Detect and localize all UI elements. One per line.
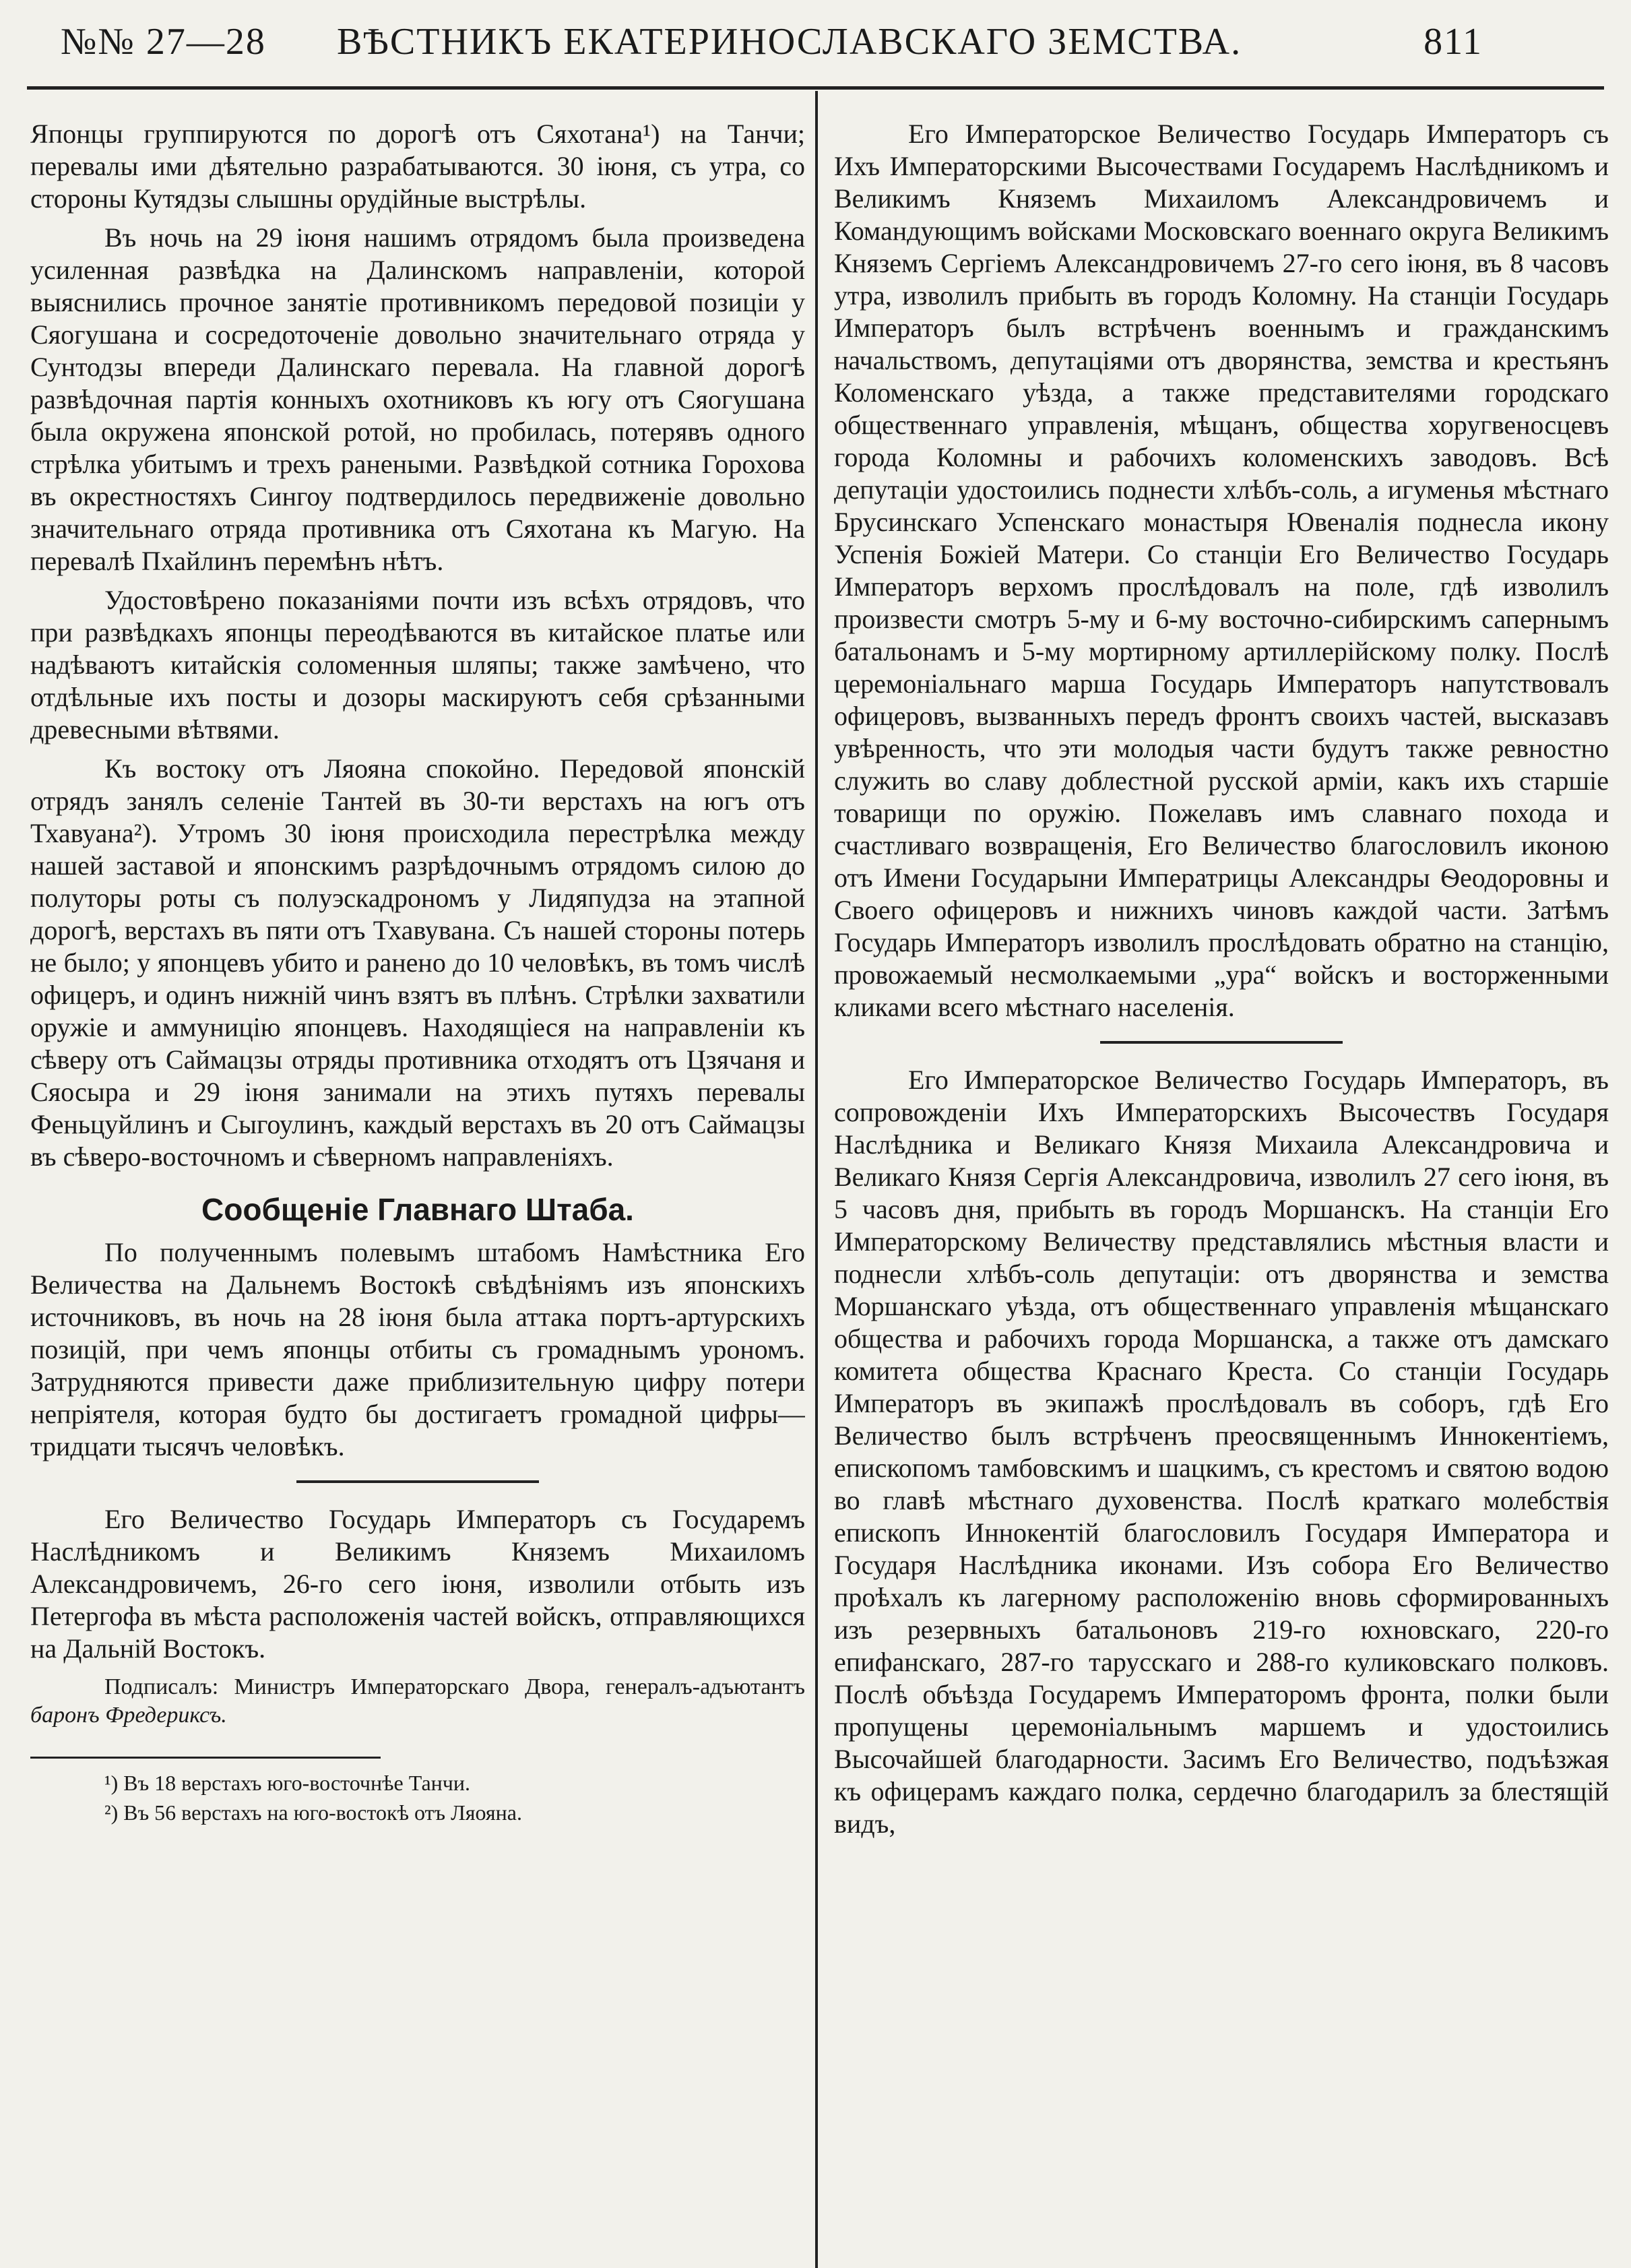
footnote: ²) Въ 56 верстахъ на юго-востокѣ отъ Ляояна. <box>104 1800 522 1825</box>
paragraph: Японцы группируются по дорогѣ отъ Сяхотана¹) на Танчи; перевалы ими дѣятельно разрабатываются. 30 іюня, съ утра, со стороны Кутядзы слышны орудійные выстрѣлы. <box>30 119 805 214</box>
column-divider <box>815 91 818 2268</box>
section-rule <box>1100 1041 1343 1044</box>
paragraph: Къ востоку отъ Ляояна спокойно. Передовой японскій отрядъ занялъ селеніе Тантей въ 30-ти верстахъ на югъ отъ Тхавуана²). Утромъ 30 іюня происходила перестрѣлка между нашей заставой и японскимъ разрѣдочнымъ отрядомъ силою до полуторы роты съ полуэскадрономъ у Лидяпудза на этапной дорогѣ, верстахъ въ пяти отъ Тхавувана. Съ нашей стороны потерь не было; у японцевъ убито и ранено до 10 человѣкъ, въ томъ числѣ офицеръ, и одинъ нижній чинъ взятъ въ плѣнъ. Стрѣлки захватили оружіе и аммуницію японцевъ. Находящіеся на направленіи къ сѣверу отъ Саймацзы отряды противника отходятъ отъ Цзячаня и Сяосыра и 29 іюня занимали на этихъ путяхъ перевалы Феньцуйлинъ и Сыгоулинъ, каждый верстахъ въ 20 отъ Саймацзы въ сѣверо-восточномъ и сѣверномъ направленіяхъ. <box>30 753 805 1172</box>
right-column <box>834 118 1609 2261</box>
page-header <box>61 20 1570 74</box>
signature-prefix: Подписалъ: Министръ Императорскаго Двора, генералъ-адъютантъ <box>104 1674 805 1699</box>
paragraph: По полученнымъ полевымъ штабомъ Намѣстника Его Величества на Дальнемъ Востокѣ свѣдѣніямъ изъ японскихъ источниковъ, въ ночь на 28 іюня была аттака портъ-артурскихъ позицій, при чемъ японцы отбиты съ громаднымъ урономъ. Затрудняются привести даже приблизительную цифру потери непріятеля, которая будто бы достигаетъ громадной цифры—тридцати тысячъ человѣкъ. <box>30 1237 805 1461</box>
section-rule <box>296 1480 539 1483</box>
issue-number: №№ 27—28 <box>61 21 266 63</box>
journal-title: ВѢСТНИКЪ ЕКАТЕРИНОСЛАВСКАГО ЗЕМСТВА. <box>337 21 1242 63</box>
footnote-rule <box>30 1757 381 1759</box>
page-number: 811 <box>1424 21 1483 63</box>
section-heading: Сообщеніе Главнаго Штаба. <box>201 1192 634 1227</box>
paragraph: Удостовѣрено показаніями почти изъ всѣхъ отрядовъ, что при развѣдкахъ японцы переодѣваются въ китайское платье или надѣваютъ китайскія соломенныя шляпы; также замѣчено, что отдѣльные ихъ посты и дозоры маскируютъ себя срѣзанными древесными вѣтвями. <box>30 585 805 745</box>
header-rule <box>27 86 1604 90</box>
footnote: ¹) Въ 18 верстахъ юго-восточнѣе Танчи. <box>104 1771 470 1795</box>
paragraph: Его Величество Государь Императоръ съ Государемъ Наслѣдникомъ и Великимъ Княземъ Михаиломъ Александровичемъ, 26-го сего іюня, изволили отбыть изъ Петергофа въ мѣста расположенія частей войскъ, отправляющихся на Дальній Востокъ. <box>30 1504 805 1664</box>
signatory-name: баронъ Фредериксъ. <box>30 1703 227 1728</box>
paragraph: Его Императорское Величество Государь Императоръ съ Ихъ Императорскими Высочествами Государемъ Наслѣдникомъ и Великимъ Княземъ Михаиломъ Александровичемъ и Командующимъ войсками Московскаго военнаго округа Великимъ Княземъ Сергіемъ Александровичемъ 27-го сего іюня, въ 8 часовъ утра, изволилъ прибыть въ городъ Коломну. На станціи Государь Императоръ былъ встрѣченъ военнымъ и гражданскимъ начальствомъ, депутаціями отъ дворянства, земства и крестьянъ Коломенскаго уѣзда, а также представителями городскаго общественнаго управленія, мѣщанъ, общества хоругвеносцевъ города Коломны и рабочихъ коломенскихъ заводовъ. Всѣ депутаціи удостоились поднести хлѣбъ-соль, а игуменья мѣстнаго Брусинскаго Успенскаго монастыря Ювеналія поднесла икону Успенія Божіей Матери. Со станціи Его Величество Государь Императоръ верхомъ прослѣдовалъ на поле, гдѣ изволилъ произвести смотръ 5-му и 6-му восточно-сибирскимъ сапернымъ батальонамъ и 5-му мортирному артиллерійскому полку. Послѣ церемоніальнаго марша Государь Императоръ напутствовалъ офицеровъ, вызванныхъ передъ фронтъ своихъ частей, высказавъ увѣренность, что эти молодыя части будутъ также ревностно служить во славу доблестной русской арміи, какъ ихъ старшіе товарищи по оружію. Пожелавъ имъ славнаго похода и счастливаго возвращенія, Его Величество благословилъ иконою отъ Имени Государыни Императрицы Александры Ѳеодоровны и Своего офицеровъ и нижнихъ чиновъ каждой части. Затѣмъ Государь Императоръ изволилъ прослѣдовать обратно на станцію, провожаемый несмолкаемыми „ура“ войскъ и восторженными кликами всего мѣстнаго населенія. <box>834 119 1609 1022</box>
paragraph: Въ ночь на 29 іюня нашимъ отрядомъ была произведена усиленная развѣдка на Далинскомъ направленіи, которой выяснились прочное занятіе противникомъ передовой позиціи у Сяогушана и сосредоточеніе довольно значительнаго отряда у Сунтодзы впереди Далинскаго перевала. На главной дорогѣ развѣдочная партія конныхъ охотниковъ къ югу отъ Сяогушана была окружена японской ротой, но пробилась, потерявъ одного стрѣлка убитымъ и трехъ ранеными. Развѣдкой сотника Горохова въ окрестностяхъ Сингоу подтвердилось передвиженіе довольно значительнаго отряда противника отъ Сяхотана къ Магую. На перевалѣ Пхайлинъ перемѣнъ нѣтъ. <box>30 222 805 576</box>
left-column <box>30 118 805 2254</box>
signature-line <box>30 1673 805 1730</box>
paragraph: Его Императорское Величество Государь Императоръ, въ сопровожденіи Ихъ Императорскихъ Высочествъ Государя Наслѣдника и Великаго Князя Михаила Александровича и Великаго Князя Сергія Александровича, изволилъ 27 сего іюня, въ 5 часовъ дня, прибыть въ городъ Моршанскъ. На станціи Его Императорскому Величеству представлялись мѣстныя власти и поднесли хлѣбъ-соль депутаціи: отъ дворянства и земства Моршанскаго уѣзда, отъ общественнаго управленія мѣщанскаго общества и рабочихъ города Моршанска, а также отъ дамскаго комитета общества Краснаго Креста. Со станціи Государь Императоръ въ экипажѣ прослѣдовалъ въ соборъ, гдѣ Его Величество былъ встрѣченъ преосвященнымъ Иннокентіемъ, епископомъ тамбовскимъ и шацкимъ, съ крестомъ и святою водою во главѣ мѣстнаго духовенства. Послѣ краткаго молебствія епископъ Иннокентій благословилъ Государя Императора и Государя Наслѣдника иконами. Изъ собора Его Величество проѣхалъ къ лагерному расположенію вновь сформированныхъ изъ резервныхъ батальоновъ 219-го юхновскаго, 220-го епифанскаго, 287-го тарусскаго и 288-го куликовскаго полковъ. Послѣ объѣзда Государемъ Императоромъ фронта, полки были пропущены церемоніальнымъ маршемъ и удостоились Высочайшей благодарности. Засимъ Его Величество, подъѣзжая къ офицерамъ каждаго полка, сердечно благодарилъ за блестящій видъ, <box>834 1065 1609 1839</box>
